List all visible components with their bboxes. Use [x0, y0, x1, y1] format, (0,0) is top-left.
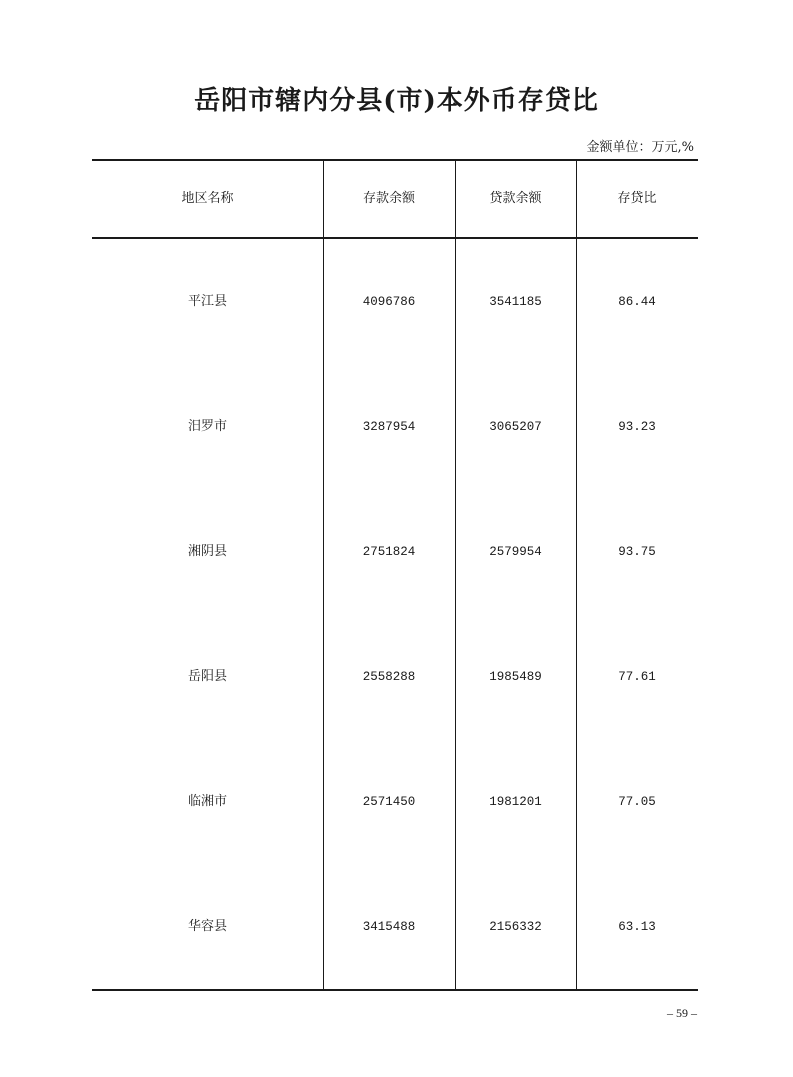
cell-region: 汨罗市	[187, 419, 227, 434]
cell-deposit: 2558288	[362, 670, 416, 684]
cell-ratio: 86.44	[618, 295, 656, 309]
column-divider	[576, 161, 577, 989]
data-table	[92, 159, 698, 992]
cell-deposit: 2571450	[362, 795, 416, 809]
table-header-rule	[92, 237, 698, 239]
cell-region: 华容县	[187, 919, 227, 934]
cell-deposit: 4096786	[362, 295, 416, 309]
cell-loan: 3065207	[489, 420, 542, 434]
unit-note: 金额单位：万元,%	[586, 140, 694, 155]
cell-loan: 3541185	[489, 295, 542, 309]
cell-loan: 2579954	[489, 545, 542, 559]
header-region: 地区名称	[181, 191, 234, 206]
cell-region: 岳阳县	[187, 669, 227, 684]
cell-ratio: 93.75	[618, 545, 656, 559]
cell-region: 临湘市	[187, 794, 227, 809]
cell-deposit: 2751824	[362, 545, 416, 559]
cell-region: 平江县	[187, 294, 227, 309]
cell-ratio: 63.13	[618, 920, 656, 934]
cell-ratio: 77.61	[618, 670, 656, 684]
cell-deposit: 3415488	[362, 920, 416, 934]
column-divider	[323, 161, 324, 989]
cell-loan: 2156332	[489, 920, 542, 934]
header-loan: 贷款余额	[489, 191, 542, 206]
page-number: – 59 –	[667, 1006, 697, 1020]
column-divider	[455, 161, 456, 989]
cell-deposit: 3287954	[362, 420, 416, 434]
cell-region: 湘阴县	[187, 544, 227, 559]
table-bottom-rule	[92, 989, 698, 991]
cell-ratio: 77.05	[618, 795, 656, 809]
header-ratio: 存贷比	[617, 191, 657, 206]
cell-loan: 1985489	[489, 670, 542, 684]
cell-ratio: 93.23	[618, 420, 656, 434]
header-deposit: 存款余额	[362, 191, 415, 206]
page-title: 岳阳市辖内分县(市)本外币存贷比	[194, 86, 599, 116]
table-top-rule	[92, 159, 698, 161]
cell-loan: 1981201	[489, 795, 542, 809]
